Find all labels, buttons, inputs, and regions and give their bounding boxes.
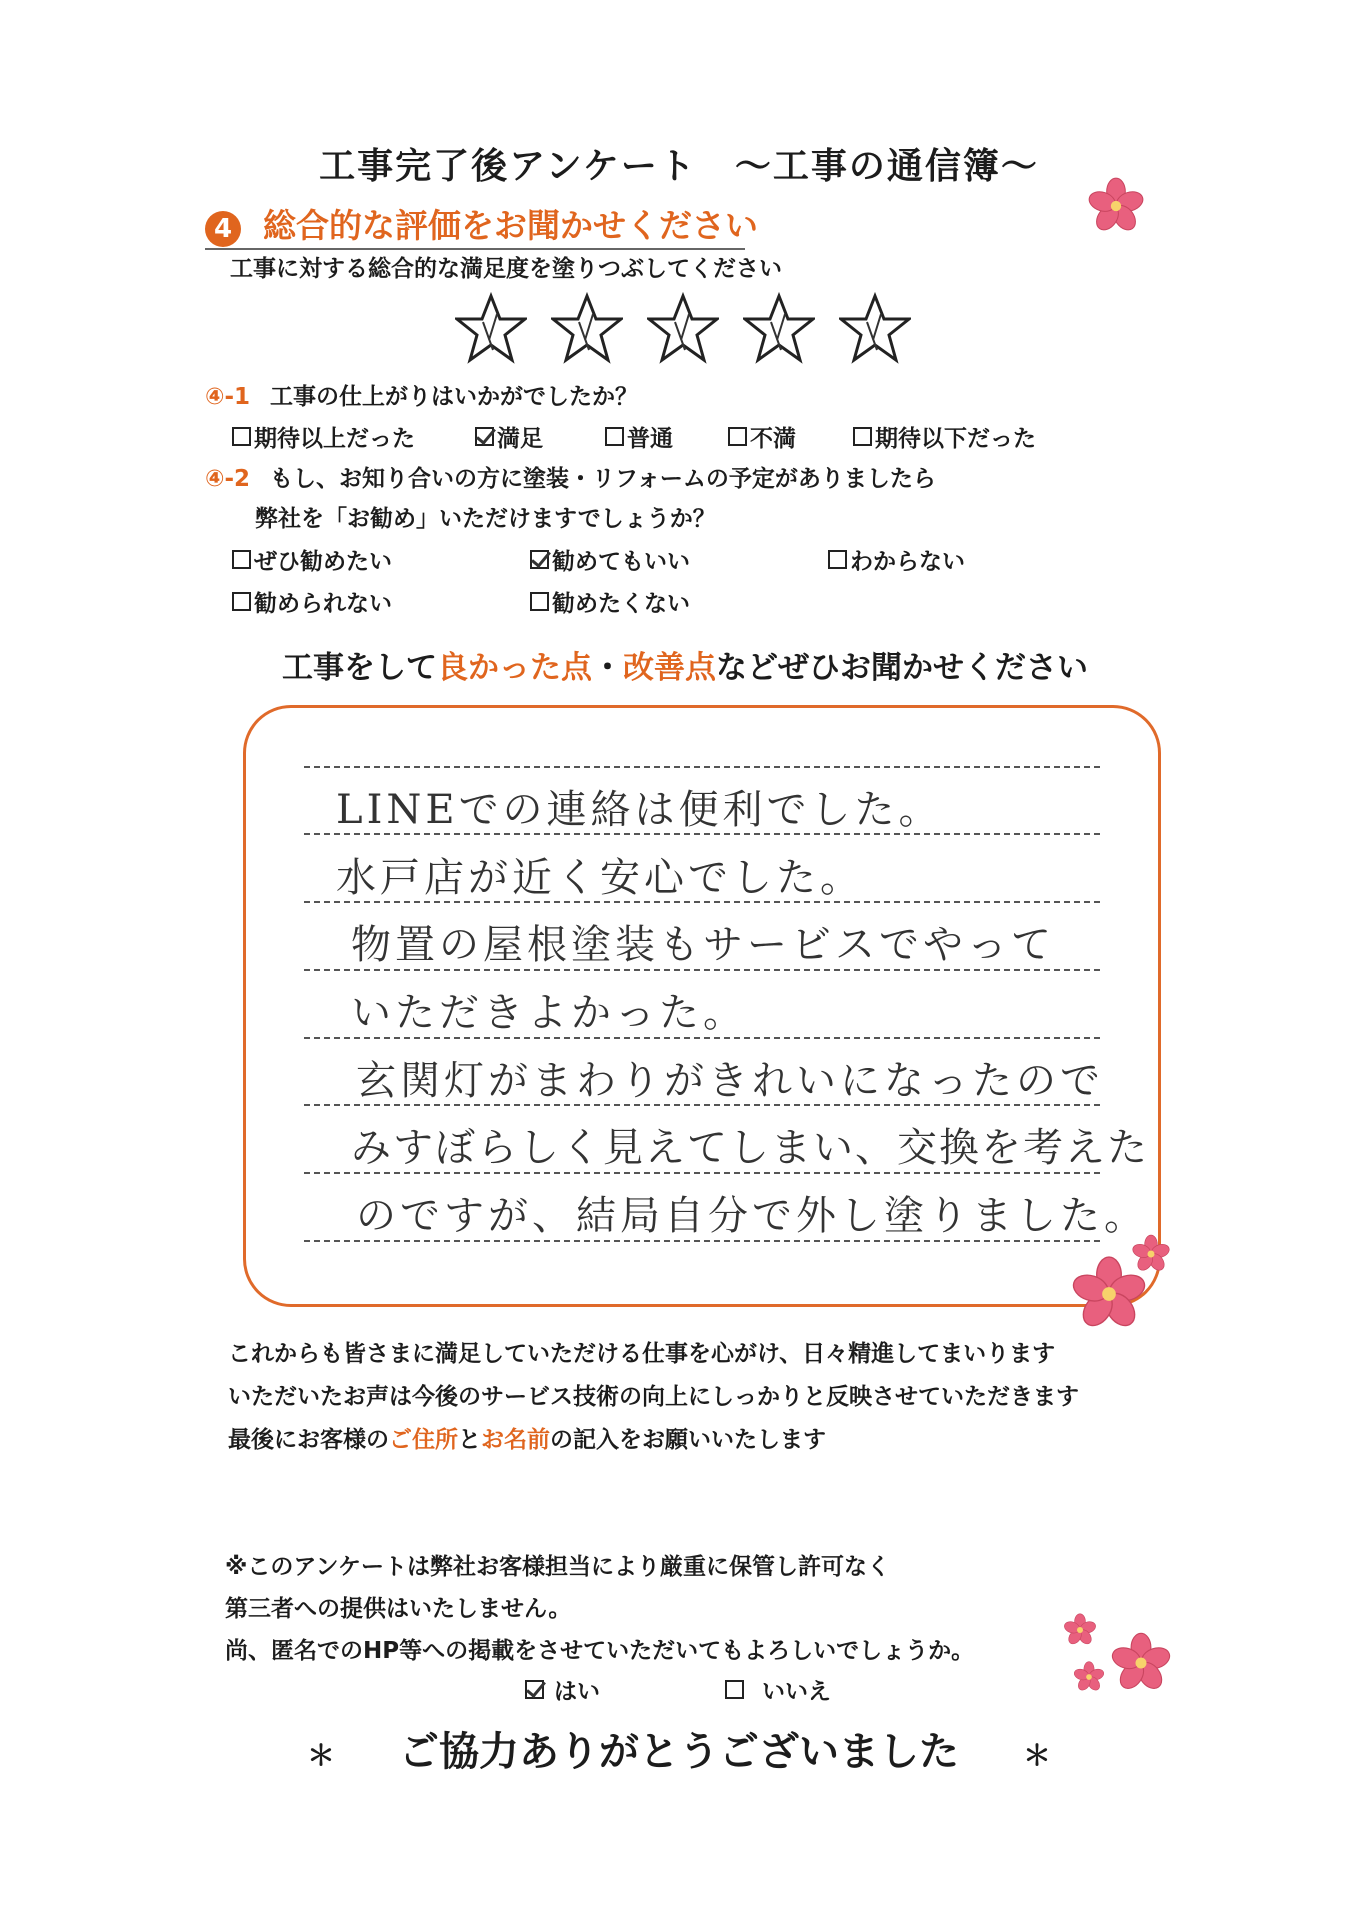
question-4-2	[205, 460, 936, 493]
checkbox-checked[interactable]	[530, 550, 549, 569]
checkbox[interactable]	[853, 427, 872, 446]
option-q42-0[interactable]: ぜひ勧めたい	[232, 543, 392, 576]
sakura-flower-icon	[1085, 175, 1147, 237]
option-q42-2[interactable]: わからない	[828, 543, 965, 576]
checkbox[interactable]	[725, 1680, 744, 1699]
closing-line-1: これからも皆さまに満足していただける仕事を心がけ、日々精進してまいります	[228, 1341, 1056, 1367]
option-q41-0[interactable]: 期待以上だった	[232, 420, 415, 453]
checkbox[interactable]	[232, 427, 251, 446]
asterisk-right: ＊	[1022, 1739, 1051, 1772]
handwritten-line: 玄関灯がまわりがきれいになったので	[356, 1058, 1104, 1104]
section-heading-text: 総合的な評価をお聞かせください	[263, 206, 758, 245]
question-text: 工事の仕上がりはいかがでしたか？	[270, 384, 639, 410]
option-q42-3[interactable]: 勧められない	[232, 585, 392, 618]
section-heading	[205, 200, 758, 247]
handwritten-line: LINEでの連絡は便利でした。	[336, 787, 943, 833]
question-number: ④-2	[205, 466, 251, 492]
thanks-message	[0, 1720, 1358, 1777]
sakura-flower-icon	[1062, 1612, 1098, 1648]
question-number: ④-1	[205, 384, 251, 410]
closing-line-2: いただいたお声は今後のサービス技術の向上にしっかりと反映させていただきます	[228, 1384, 1079, 1410]
rating-instruction: 工事に対する総合的な満足度を塗りつぶしてください	[230, 256, 782, 282]
option-q42-4[interactable]: 勧めたくない	[530, 585, 690, 618]
privacy-line-2: 第三者への提供はいたしません。	[225, 1596, 572, 1622]
option-q41-2[interactable]: 普通	[605, 420, 673, 453]
feedback-heading: 工事をして良かった点・改善点などぜひお聞かせください	[282, 650, 1088, 686]
star-icon[interactable]	[647, 292, 719, 364]
checkbox[interactable]	[232, 592, 251, 611]
handwritten-line: のですが、結局自分で外し塗りました。	[356, 1193, 1148, 1239]
star-icon[interactable]	[455, 292, 527, 364]
checkbox[interactable]	[530, 592, 549, 611]
page-title: 工事完了後アンケート ～工事の通信簿～	[319, 146, 1039, 187]
handwritten-line: みすぼらしく見えてしまい、交換を考えた	[351, 1125, 1149, 1171]
option-q41-1[interactable]: 満足	[475, 420, 543, 453]
thanks-text: ご協力ありがとうございました	[399, 1729, 959, 1775]
star-icon[interactable]	[743, 292, 815, 364]
feedback-textbox[interactable]	[243, 705, 1161, 1307]
checkbox[interactable]	[232, 550, 251, 569]
privacy-line-3: 尚、匿名でのHP等への掲載をさせていただいてもよろしいでしょうか。	[225, 1638, 975, 1664]
sakura-flower-icon	[1130, 1233, 1172, 1275]
asterisk-left: ＊	[307, 1739, 336, 1772]
question-4-1	[205, 378, 638, 411]
handwritten-line: いただきよかった。	[351, 990, 747, 1036]
handwritten-line: 水戸店が近く安心でした。	[336, 855, 864, 901]
handwritten-line: 物置の屋根塗装もサービスでやって	[351, 922, 1055, 968]
star-rating[interactable]	[455, 292, 911, 364]
consent-no[interactable]: いいえ	[725, 1673, 831, 1706]
checkbox[interactable]	[605, 427, 624, 446]
consent-yes[interactable]: はい	[525, 1673, 600, 1706]
question-text-line1: もし、お知り合いの方に塗装・リフォームの予定がありましたら	[270, 466, 936, 492]
option-q41-3[interactable]: 不満	[728, 420, 796, 453]
star-icon[interactable]	[839, 292, 911, 364]
star-icon[interactable]	[551, 292, 623, 364]
checkbox[interactable]	[728, 427, 747, 446]
closing-line-3: 最後にお客様のご住所とお名前の記入をお願いいたします	[228, 1427, 826, 1453]
checkbox-checked[interactable]	[475, 427, 494, 446]
checkbox-checked[interactable]	[525, 1680, 544, 1699]
privacy-line-1: ※このアンケートは弊社お客様担当により厳重に保管し許可なく	[225, 1554, 890, 1580]
checkbox[interactable]	[828, 550, 847, 569]
option-q42-1[interactable]: 勧めてもいい	[530, 543, 690, 576]
sakura-flower-icon	[1108, 1630, 1174, 1696]
section-number-badge: 4	[205, 211, 241, 247]
sakura-flower-icon	[1072, 1660, 1106, 1694]
dashed-rule	[304, 766, 1100, 768]
option-q41-4[interactable]: 期待以下だった	[853, 420, 1036, 453]
question-text-line2: 弊社を「お勧め」いただけますでしょうか？	[255, 506, 716, 532]
